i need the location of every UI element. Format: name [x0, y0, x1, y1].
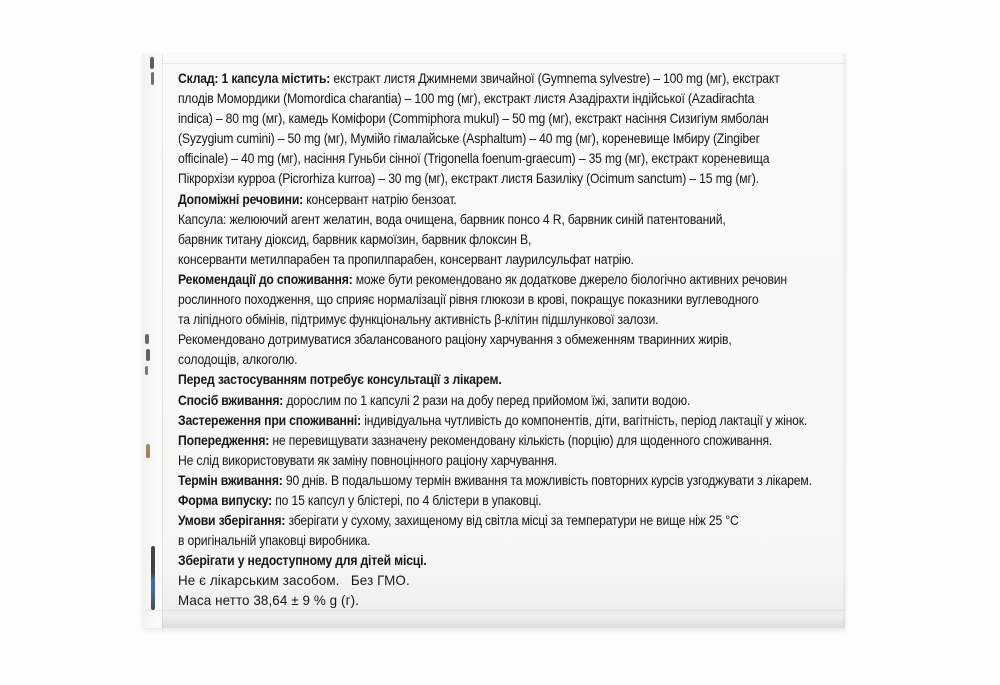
- label-run: в оригінальній упаковці виробника.: [178, 532, 371, 549]
- label-line: [178, 249, 857, 269]
- label-line: [178, 450, 857, 470]
- label-run: Не слід використовувати як заміну повноцінного раціону харчування.: [178, 451, 558, 468]
- label-run: Капсула: желюючий агент желатин, вода очищена, барвник понсо 4 R, барвник синій патентований,: [178, 210, 726, 227]
- label-run-bold: Умови зберігання:: [178, 512, 286, 529]
- label-run-bold: Зберігати у недоступному для дітей місці.: [178, 552, 427, 569]
- label-run: індивідуальна чутливість до компонентів, діти, вагітність, період лактації у жінок.: [361, 411, 808, 428]
- label-line: [178, 470, 857, 490]
- box-right-edge-shadow: [842, 54, 845, 628]
- side-print-mark: [146, 349, 150, 361]
- label-run: консерванти метилпарабен та пропилпарабен, консервант лаурилсульфат натрію.: [178, 250, 634, 267]
- label-run-bold: Спосіб вживання:: [178, 391, 284, 408]
- label-run: консервант натрію бензоат.: [303, 190, 457, 207]
- label-run: (Syzygium cumini) – 50 mg (мг), Мумійо гімалайське (Asphaltum) – 40 mg (мг), кореневище Імбиру (Zingiber: [178, 130, 760, 147]
- label-line: [178, 550, 857, 570]
- box-left-fold-crease: [162, 54, 163, 628]
- label-run-bold: Склад: 1 капсула містить:: [178, 70, 331, 86]
- label-run: не перевищувати зазначену рекомендовану кількість (порцію) для щоденного споживання.: [269, 431, 773, 448]
- label-run-bold: Перед застосуванням потребує консультації з лікарем.: [178, 371, 502, 388]
- label-run: барвник титану діоксид, барвник кармоїзин, барвник флоксин В,: [178, 230, 532, 247]
- label-run-bold: Застереження при споживанні:: [178, 411, 362, 428]
- label-line: [178, 570, 924, 590]
- side-print-mark-streak: [151, 546, 155, 610]
- label-run: 90 днів. В подальшому термін вживання та можливість повторних курсів узгоджувати з лікарем.: [282, 471, 812, 488]
- label-run-bold: Попередження:: [178, 431, 270, 448]
- label-line: [178, 329, 857, 349]
- label-run-bold: Рекомендації до споживання:: [178, 270, 353, 287]
- label-run: зберігати у сухому, захищеному від світла місці за температури не вище ніж 25 °C: [285, 512, 739, 529]
- label-run: дорослим по 1 капсулі 2 рази на добу перед прийомом їжі, запити водою.: [283, 391, 691, 408]
- label-run: indica) – 80 mg (мг), камедь Коміфори (Commiphora mukul) – 50 mg (мг), екстракт насіння Сизигіум ямболан: [178, 110, 769, 127]
- box-bottom-fold-line: [143, 610, 845, 611]
- label-line: [178, 490, 857, 510]
- label-run: рослинного походження, що сприяє нормалізації рівня глюкози в крові, покращує показники вуглеводного: [178, 291, 759, 308]
- label-text-block: [178, 68, 857, 611]
- label-line: [178, 410, 857, 430]
- label-line: [178, 229, 857, 249]
- box-left-edge-sliver: [143, 54, 162, 628]
- label-line: [178, 530, 857, 550]
- side-print-mark: [145, 366, 148, 375]
- label-line: [178, 148, 857, 168]
- label-run-bold: Форма випуску:: [178, 491, 273, 508]
- label-line: [178, 390, 857, 410]
- label-run: по 15 капсул у блістері, по 4 блістери в упаковці.: [272, 491, 542, 508]
- label-run: солодощів, алкоголю.: [178, 351, 298, 368]
- side-print-mark-colored: [146, 444, 150, 458]
- package-back-panel: [143, 54, 845, 628]
- label-line: [178, 108, 857, 128]
- label-line: [178, 128, 857, 148]
- label-line: [178, 68, 857, 88]
- side-print-mark: [145, 334, 149, 344]
- label-line: [178, 88, 857, 108]
- label-run-bold: Термін вживання:: [178, 471, 283, 488]
- label-line: [178, 430, 857, 450]
- label-line: [178, 510, 857, 530]
- side-print-mark: [150, 57, 154, 69]
- label-line: [178, 309, 857, 329]
- label-line: [178, 349, 857, 369]
- side-print-mark: [151, 72, 154, 85]
- label-line: [178, 289, 857, 309]
- label-run: Пікрорхізи курроа (Picrorhiza kurroa) – 30 mg (мг), екстракт листя Базиліку (Ocimum sanctum) – 15 mg (мг).: [178, 170, 759, 187]
- label-line: [178, 369, 857, 389]
- label-run: officinale) – 40 mg (мг), насіння Гуньби сінної (Trigonella foenum-graecum) – 35 mg (мг), екстракт кореневища: [178, 150, 770, 167]
- label-run-bold: Допоміжні речовини:: [178, 190, 304, 207]
- label-line: [178, 269, 857, 289]
- label-line: [178, 168, 857, 188]
- box-top-fold-line: [143, 63, 845, 64]
- label-run: екстракт листя Джимнеми звичайної (Gymnema sylvestre) – 100 mg (мг), екстракт: [330, 70, 780, 86]
- label-run: плодів Момордики (Momordica charantia) – 100 mg (мг), екстракт листя Азадірахти індійської (Azadirachta: [178, 90, 755, 107]
- label-run: Не є лікарським засобом. Без ГМО.: [178, 572, 410, 589]
- label-run: Маса нетто 38,64 ± 9 % g (г).: [178, 592, 359, 609]
- label-line: [178, 189, 857, 209]
- label-run: Рекомендовано дотримуватися збалансованого раціону харчування з обмеженням тваринних жирів,: [178, 331, 732, 348]
- label-run: та ліпідного обмінів, підтримує функціональну активність β-клітин підшлункової залози.: [178, 311, 659, 328]
- label-line: [178, 209, 857, 229]
- label-line: [178, 590, 924, 610]
- label-run: може бути рекомендовано як додаткове джерело біологічно активних речовин: [352, 270, 787, 287]
